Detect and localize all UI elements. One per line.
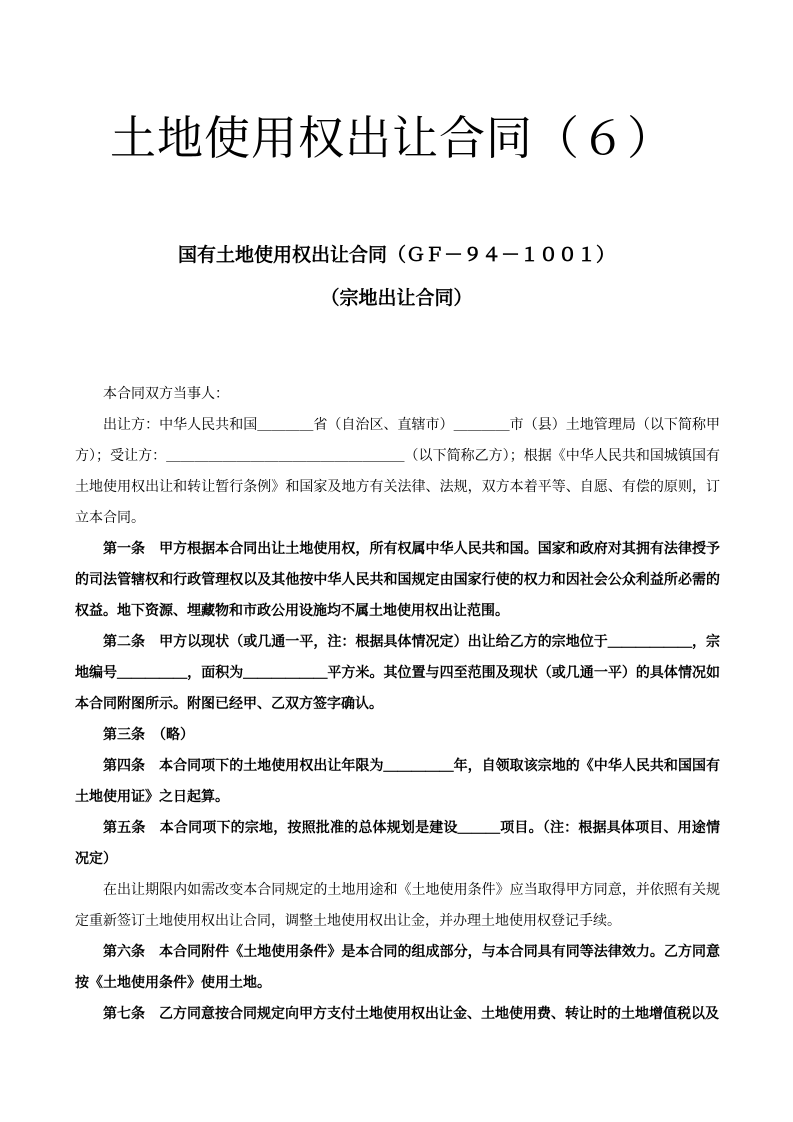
article-7: 第七条 乙方同意按合同规定向甲方支付土地使用权出让金、土地使用费、转让时的土地增值税以及 xyxy=(103,1006,719,1022)
document-title: 土地使用权出让合同（６） xyxy=(110,111,674,165)
parties-intro: 本合同双方当事人： xyxy=(103,386,229,402)
article-3: 第三条 （略） xyxy=(103,727,194,743)
article-1: 第一条 甲方根据本合同出让土地使用权，所有权属中华人民共和国。国家和政府对其拥有法律授予的司法管辖权和行政管理权以及其他按中华人民共和国规定由国家行使的权力和因社会公众利益所必需的权益。地下资源、埋藏物和市政公用设施均不属土地使用权出让范围。 xyxy=(75,541,720,619)
contract-subtitle: 国有土地使用权出让合同（ＧＦ－９４－１００１） xyxy=(177,244,615,266)
article-4: 第四条 本合同项下的土地使用权出让年限为＿＿＿＿＿年，自领取该宗地的《中华人民共和国国有土地使用证》之日起算。 xyxy=(75,758,720,805)
article-5: 第五条 本合同项下的宗地，按照批准的总体规划是建设＿＿＿项目。（注：根据具体项目、用途情况定） xyxy=(75,820,720,867)
contract-type-subtitle: （宗地出让合同） xyxy=(320,287,473,309)
article-5-note: 在出让期限内如需改变本合同规定的土地用途和《土地使用条件》应当取得甲方同意，并依照有关规定重新签订土地使用权出让合同，调整土地使用权出让金，并办理土地使用权登记手续。 xyxy=(75,882,720,929)
article-2: 第二条 甲方以现状（或几通一平，注：根据具体情况定）出让给乙方的宗地位于＿＿＿＿＿＿，宗地编号＿＿＿＿＿，面积为＿＿＿＿＿＿平方米。其位置与四至范围及现状（或几通一平）的具体情况如本合同附图所示。附图已经甲、乙双方签字确认。 xyxy=(75,634,720,712)
article-6: 第六条 本合同附件《土地使用条件》是本合同的组成部分，与本合同具有同等法律效力。乙方同意按《土地使用条件》使用土地。 xyxy=(75,944,720,991)
contract-body xyxy=(75,379,720,1030)
parties-paragraph: 出让方：中华人民共和国＿＿＿＿省（自治区、直辖市）＿＿＿＿市（县）土地管理局（以下简称甲方）；受让方：＿＿＿＿＿＿＿＿＿＿＿＿＿＿＿＿＿（以下简称乙方）；根据《中华人民共和国城镇国有土地使用权出让和转让暂行条例》和国家及地方有关法律、法规，双方本着平等、自愿、有偿的原则，订立本合同。 xyxy=(75,417,720,526)
